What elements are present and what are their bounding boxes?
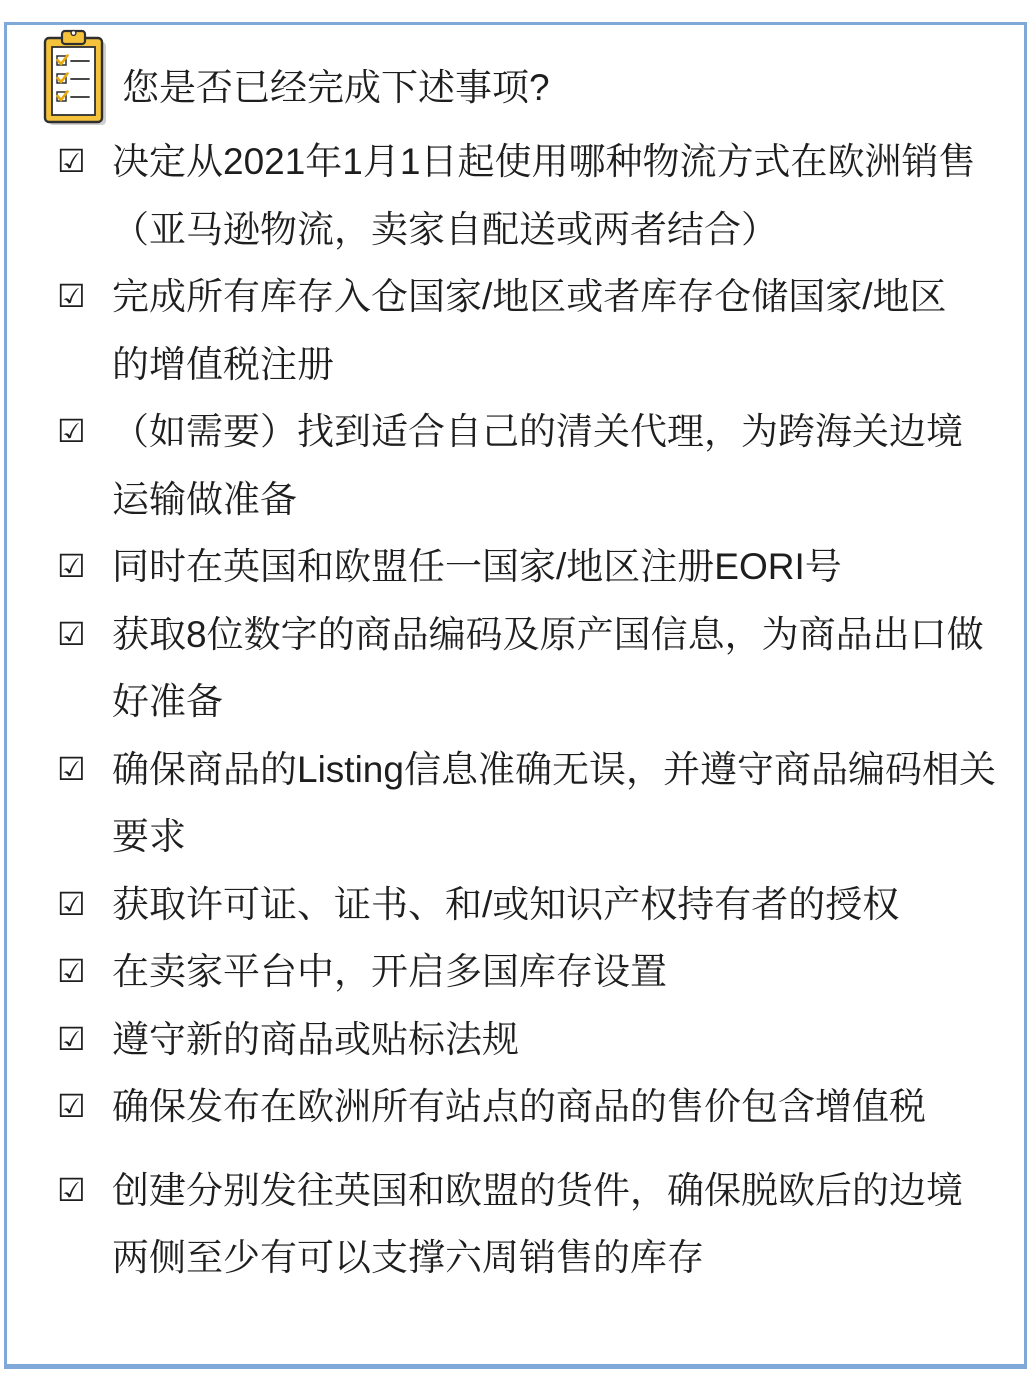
checklist-item-text-line: 在卖家平台中，开启多国库存设置 [112,951,667,992]
checkbox-checked-icon: ☑ [57,277,86,315]
checkbox-checked-icon: ☑ [57,142,86,180]
checklist-item-text-line: 创建分别发往英国和欧盟的货件，确保脱欧后的边境 [112,1169,963,1211]
checkbox-checked-icon: ☑ [57,1019,86,1058]
checklist [0,128,1031,1292]
checklist-item-text-line: （亚马逊物流，卖家自配送或两者结合） [112,208,778,250]
clipboard-checklist-icon [42,27,108,127]
checklist-item-text-line: 的增值税注册 [112,343,334,385]
checklist-item [0,938,1031,1006]
checklist-item [0,871,1031,939]
checkbox-checked-icon: ☑ [57,547,86,585]
checkbox-checked-icon: ☑ [57,412,86,450]
checklist-item [0,1157,1031,1292]
checklist-item [0,601,1031,736]
checklist-item-text-line: 获取8位数字的商品编码及原产国信息，为商品出口做 [112,613,984,655]
checklist-item-text-line: 要求 [112,816,186,857]
checklist-item-text-line: 确保发布在欧洲所有站点的商品的售价包含增值税 [112,1086,926,1127]
checklist-item-text-line: 同时在英国和欧盟任一国家/地区注册EORI号 [112,546,842,587]
checkbox-checked-icon: ☑ [57,1087,86,1125]
page-title: 您是否已经完成下述事项? [122,67,550,108]
checkbox-checked-icon: ☑ [57,884,86,923]
checklist-item-text-line: 完成所有库存入仓国家/地区或者库存仓储国家/地区 [112,276,947,317]
checklist-item-text-line: （如需要）找到适合自己的清关代理，为跨海关边境 [112,411,963,452]
checkbox-checked-icon: ☑ [57,1170,86,1209]
checklist-item [0,263,1031,398]
checklist-item-text-line: 遵守新的商品或贴标法规 [112,1018,519,1060]
checklist-item [0,736,1031,871]
checklist-item-text-line: 运输做准备 [112,478,297,520]
checkbox-checked-icon: ☑ [57,749,86,788]
checklist-item [0,1073,1031,1141]
checklist-item [0,1006,1031,1074]
checkbox-checked-icon: ☑ [57,614,86,653]
checklist-item-text-line: 确保商品的Listing信息准确无误，并遵守商品编码相关 [112,748,996,790]
checklist-item-text-line: 获取许可证、证书、和/或知识产权持有者的授权 [112,883,900,925]
checklist-item [0,128,1031,263]
checklist-item-text-line: 好准备 [112,681,223,722]
checklist-item-text-line: 两侧至少有可以支撑六周销售的库存 [112,1237,704,1278]
checklist-item [0,398,1031,533]
checkbox-checked-icon: ☑ [57,952,86,990]
checklist-item-text-line: 决定从2021年1月1日起使用哪种物流方式在欧洲销售 [112,141,976,182]
checklist-item [0,533,1031,601]
